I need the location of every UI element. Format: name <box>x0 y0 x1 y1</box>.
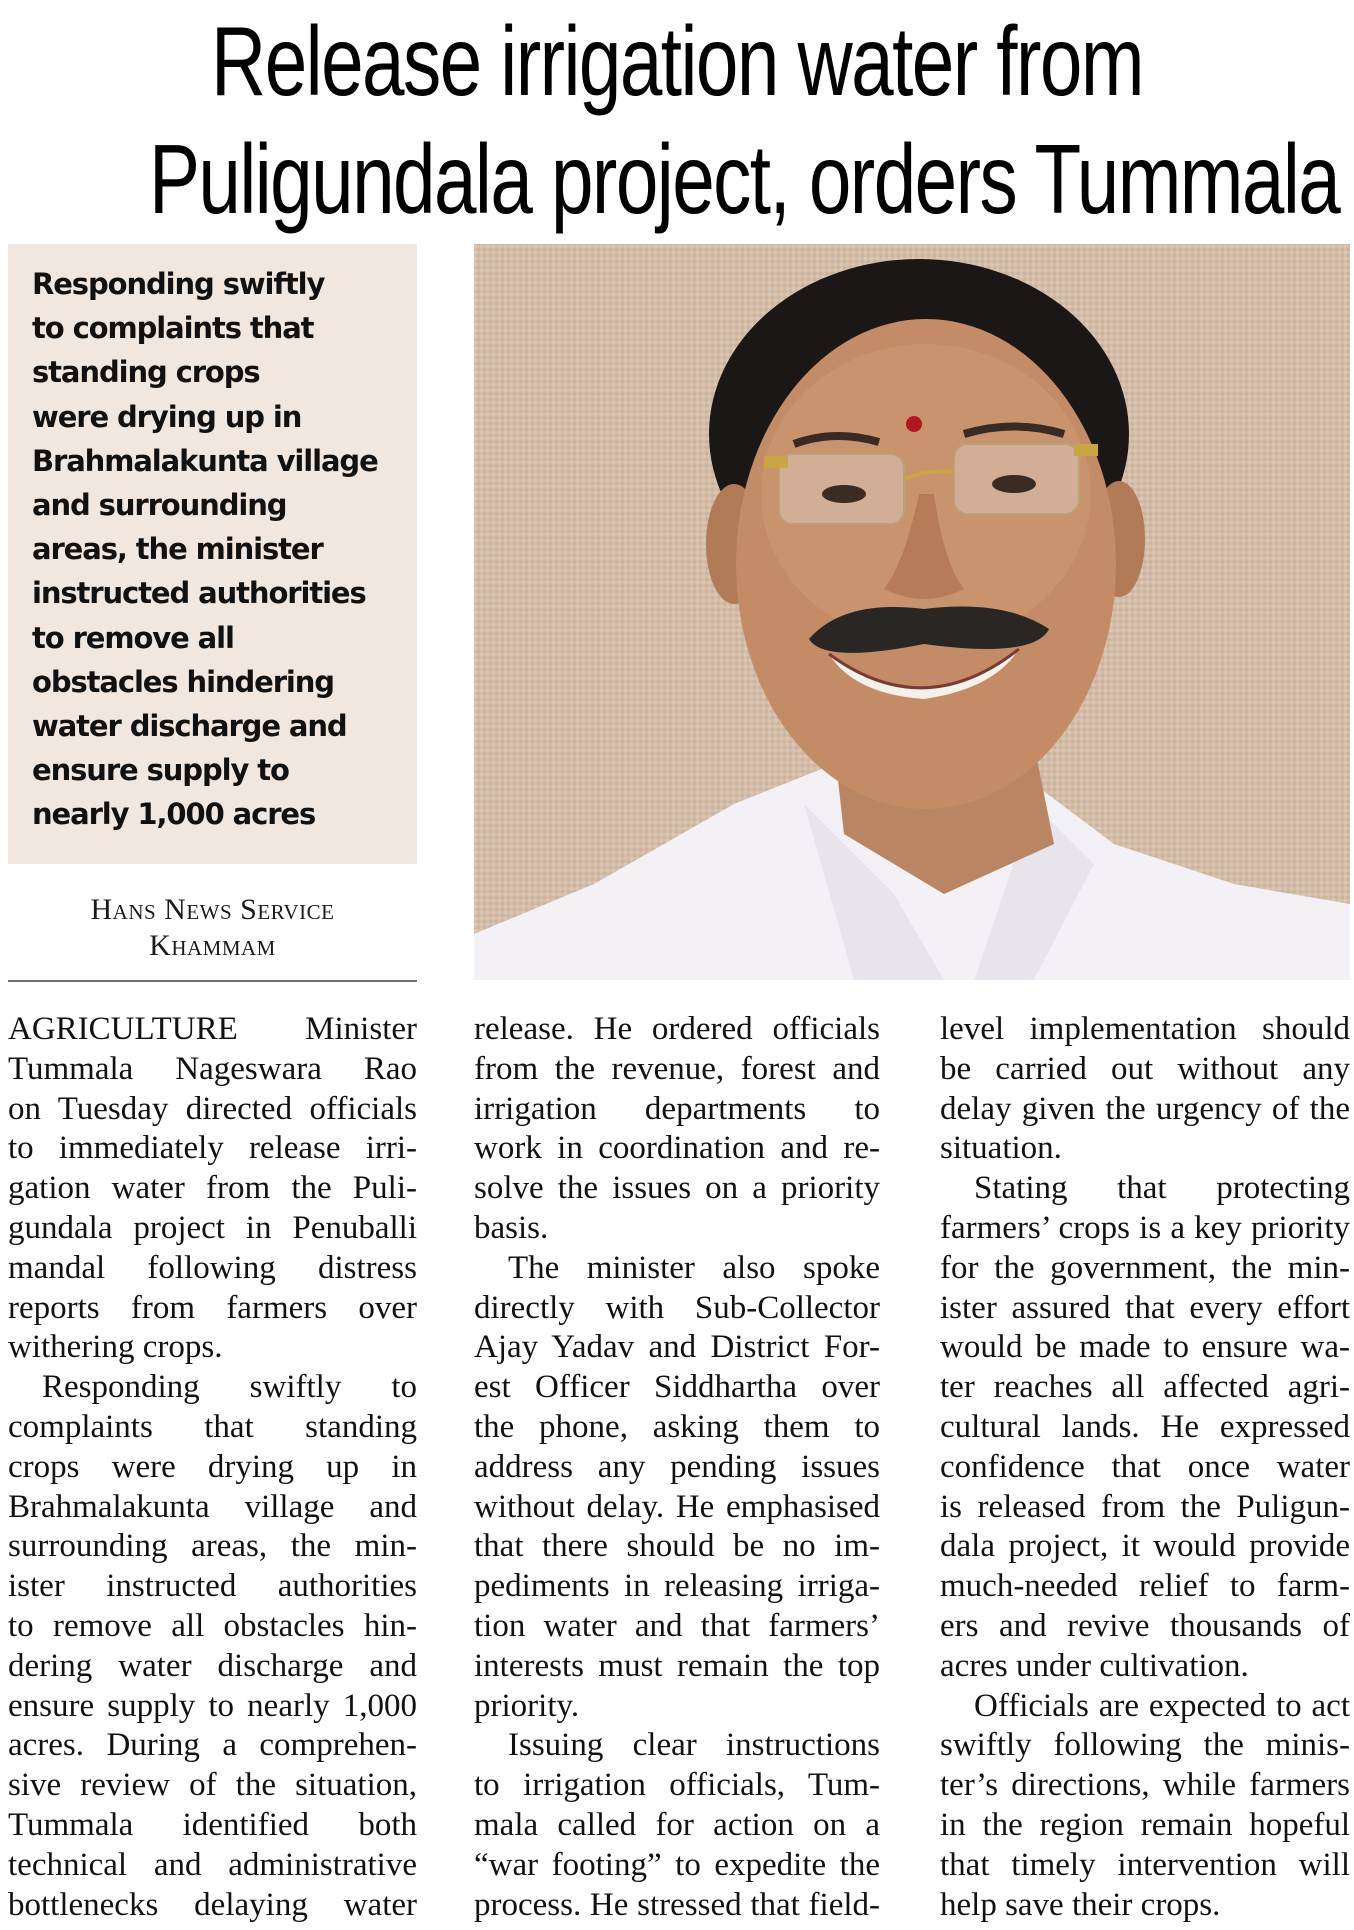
pull-quote-line: instructed authorities <box>32 576 366 611</box>
minister-portrait-photo <box>474 244 1350 980</box>
article-text-line: much-needed relief to farm- <box>940 1568 1350 1605</box>
article-text-line: ers and revive thousands of <box>940 1607 1350 1644</box>
article-text-line: withering crops. <box>8 1329 223 1366</box>
pull-quote-line: to remove all <box>32 620 234 655</box>
article-text-line: confidence that once water <box>940 1448 1350 1485</box>
pull-quote-line: standing crops <box>32 355 260 390</box>
pull-quote-line: and surrounding <box>32 488 287 523</box>
article-text-line: the phone, asking them to <box>474 1408 880 1445</box>
article-text-line: help save their crops. <box>940 1886 1221 1923</box>
article-text-line: in the region remain hopeful <box>940 1806 1350 1843</box>
article-text-line: surrounding areas, the min- <box>8 1528 417 1565</box>
pull-quote-text <box>32 262 407 837</box>
article-text-line: work in coordination and re- <box>474 1130 880 1167</box>
article-text-line: ensure supply to nearly 1,000 <box>8 1687 417 1724</box>
pull-quote-box <box>8 244 417 864</box>
article-text-line: delay given the urgency of the <box>940 1090 1350 1127</box>
byline <box>8 892 417 964</box>
article-text-line: that there should be no im- <box>474 1528 880 1565</box>
article-text-line: Issuing clear instructions <box>508 1727 880 1764</box>
article-text-line: swiftly following the minis- <box>940 1727 1350 1764</box>
pull-quote-line: areas, the minister <box>32 532 323 567</box>
pull-quote-line: Responding swiftly <box>32 267 325 301</box>
article-text-line: to irrigation officials, Tum- <box>474 1767 880 1804</box>
article-text-line: sive review of the situation, <box>8 1767 417 1804</box>
pull-quote-line: were drying up in <box>32 399 302 434</box>
article-text-line: reports from farmers over <box>8 1289 417 1326</box>
article-text-line: acres. During a comprehen- <box>8 1727 417 1764</box>
pull-quote-line: ensure supply to <box>32 753 289 788</box>
article-text-line: Responding swiftly to <box>42 1369 417 1406</box>
pull-quote-line: to complaints that <box>32 311 314 346</box>
article-text-line: Brahmalakunta village and <box>8 1488 417 1525</box>
article-text-line: interests must remain the top <box>474 1647 880 1684</box>
article-text-line: complaints that standing <box>8 1408 417 1445</box>
article-text-line: Tummala identified both <box>8 1806 417 1843</box>
article-text-line: gation water from the Puli- <box>8 1170 417 1207</box>
headline <box>148 0 1340 238</box>
article-text-line: to immediately release irri- <box>8 1130 417 1167</box>
article-text-line: bottlenecks delaying water <box>8 1886 417 1923</box>
article-text-line: on Tuesday directed officials <box>8 1090 417 1127</box>
article-text-line: Officials are expected to act <box>974 1687 1350 1724</box>
article-text-line: Tummala Nageswara Rao <box>8 1050 417 1087</box>
person-portrait-icon <box>474 244 1350 980</box>
article-text-line: ter reaches all affected agri- <box>940 1369 1350 1406</box>
article-text-line: solve the issues on a priority <box>474 1170 880 1207</box>
pull-quote-line: Brahmalakunta village <box>32 443 378 478</box>
article-text-line: Stating that protecting <box>974 1170 1350 1207</box>
headline-line-1: Release irrigation water from <box>211 6 1143 116</box>
pull-quote-line: water discharge and <box>32 709 347 744</box>
article-text-line: technical and administrative <box>8 1846 417 1883</box>
article-text-line: mala called for action on a <box>474 1806 880 1843</box>
article-text-line: farmers’ crops is a key priority <box>940 1209 1350 1246</box>
article-text-line: dering water discharge and <box>8 1647 417 1684</box>
article-text-line: Ajay Yadav and District For- <box>474 1329 880 1366</box>
article-text-line: ister assured that every effort <box>940 1289 1350 1326</box>
article-text-line: for the government, the min- <box>940 1249 1350 1286</box>
article-text-line: dala project, it would provide <box>940 1528 1350 1565</box>
article-text-line: level implementation should <box>940 1011 1350 1047</box>
pull-quote-line: obstacles hindering <box>32 664 334 699</box>
article-text-line: from the revenue, forest and <box>474 1050 880 1087</box>
article-text-line: AGRICULTURE Minister <box>8 1011 417 1047</box>
headline-line-2: Puligundala project, orders Tummala <box>148 124 1340 234</box>
article-text-line: situation. <box>940 1130 1062 1167</box>
pull-quote-line: nearly 1,000 acres <box>32 797 316 832</box>
article-text-line: cultural lands. He expressed <box>940 1408 1350 1445</box>
article-text-line: to remove all obstacles hin- <box>8 1607 417 1644</box>
article-text-line: release. He ordered officials <box>474 1011 880 1047</box>
article-text-line: is released from the Puligun- <box>940 1488 1350 1525</box>
article-text-line: tion water and that farmers’ <box>474 1607 880 1644</box>
article-text-line: that timely intervention will <box>940 1846 1350 1883</box>
article-column-2 <box>474 1010 880 1925</box>
article-text-line: priority. <box>474 1687 580 1724</box>
article-column-1 <box>8 1010 417 1925</box>
article-text-line: process. He stressed that field- <box>474 1886 880 1923</box>
article-text-line: est Officer Siddhartha over <box>474 1369 880 1406</box>
article-text-line: mandal following distress <box>8 1249 417 1286</box>
article-text-line: “war footing” to expedite the <box>474 1846 880 1883</box>
article-text-line: pediments in releasing irriga- <box>474 1568 880 1605</box>
article-text-line: ter’s directions, while farmers <box>940 1767 1350 1804</box>
article-text-line: address any pending issues <box>474 1448 880 1485</box>
article-text-line: ister instructed authorities <box>8 1568 417 1605</box>
article-text-line: acres under cultivation. <box>940 1647 1249 1684</box>
article-text-line: crops were drying up in <box>8 1448 417 1485</box>
article-text-line: gundala project in Penuballi <box>8 1209 417 1246</box>
byline-divider <box>8 980 417 982</box>
article-text-line: be carried out without any <box>940 1050 1350 1087</box>
article-text-line: without delay. He emphasised <box>474 1488 880 1525</box>
article-text-line: irrigation departments to <box>474 1090 880 1127</box>
article-column-3 <box>940 1010 1350 1925</box>
byline-agency: Hans News Service <box>90 893 335 926</box>
byline-location: Khammam <box>149 929 276 962</box>
article-text-line: basis. <box>474 1209 549 1246</box>
article-text-line: The minister also spoke <box>508 1249 880 1286</box>
article-text-line: would be made to ensure wa- <box>940 1329 1350 1366</box>
article-text-line: directly with Sub-Collector <box>474 1289 880 1326</box>
